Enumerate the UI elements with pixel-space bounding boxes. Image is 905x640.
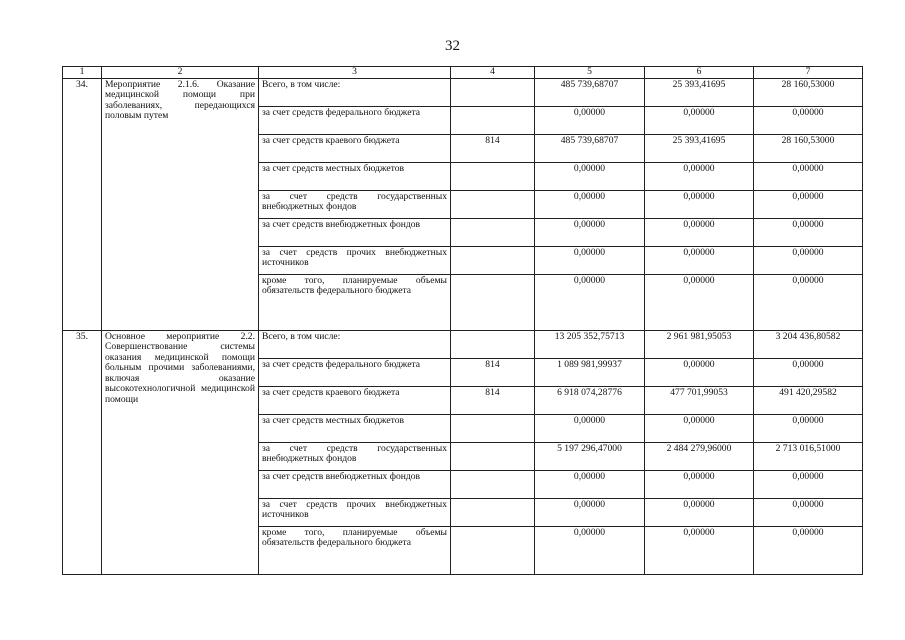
activity-name: Мероприятие 2.1.6. Оказание медицинской помощи при заболеваниях, передающихся половым путем <box>102 78 259 330</box>
col-header: 3 <box>259 67 451 79</box>
value-col6: 0,00000 <box>645 190 754 218</box>
funding-source: за счет средств внебюджетных фондов <box>259 470 451 498</box>
value-col5: 0,00000 <box>535 414 645 442</box>
value-col5: 0,00000 <box>535 218 645 246</box>
funding-source: за счет средств прочих внебюджетных источников <box>259 246 451 274</box>
budget-code <box>451 470 535 498</box>
funding-source: кроме того, планируемые объемы обязательств федерального бюджета <box>259 274 451 330</box>
budget-code <box>451 218 535 246</box>
value-col6: 0,00000 <box>645 218 754 246</box>
table-row <box>63 78 863 106</box>
value-col6: 477 701,99053 <box>645 386 754 414</box>
funding-source: за счет средств государственных внебюджетных фондов <box>259 442 451 470</box>
value-col7: 0,00000 <box>754 358 863 386</box>
value-col6: 0,00000 <box>645 470 754 498</box>
table-row <box>63 330 863 358</box>
funding-source: Всего, в том числе: <box>259 78 451 106</box>
col-header: 1 <box>63 67 102 79</box>
value-col6: 0,00000 <box>645 498 754 526</box>
funding-source: за счет средств федерального бюджета <box>259 358 451 386</box>
funding-source: за счет средств федерального бюджета <box>259 106 451 134</box>
value-col7: 0,00000 <box>754 498 863 526</box>
value-col5: 0,00000 <box>535 246 645 274</box>
value-col7: 0,00000 <box>754 470 863 498</box>
value-col6: 0,00000 <box>645 106 754 134</box>
header-row <box>63 67 863 79</box>
col-header: 2 <box>102 67 259 79</box>
value-col5: 0,00000 <box>535 106 645 134</box>
item-number: 35. <box>63 330 102 574</box>
value-col5: 0,00000 <box>535 274 645 330</box>
value-col7: 0,00000 <box>754 246 863 274</box>
budget-table <box>62 66 863 575</box>
budget-code <box>451 414 535 442</box>
budget-code <box>451 106 535 134</box>
value-col7: 0,00000 <box>754 106 863 134</box>
value-col6: 0,00000 <box>645 162 754 190</box>
value-col6: 0,00000 <box>645 246 754 274</box>
budget-code <box>451 498 535 526</box>
funding-source: кроме того, планируемые объемы обязательств федерального бюджета <box>259 526 451 574</box>
budget-code <box>451 274 535 330</box>
value-col7: 0,00000 <box>754 274 863 330</box>
value-col6: 2 961 981,95053 <box>645 330 754 358</box>
value-col6: 0,00000 <box>645 526 754 574</box>
value-col5: 13 205 352,75713 <box>535 330 645 358</box>
value-col5: 1 089 981,99937 <box>535 358 645 386</box>
budget-code <box>451 330 535 358</box>
col-header: 6 <box>645 67 754 79</box>
value-col6: 0,00000 <box>645 274 754 330</box>
budget-code: 814 <box>451 358 535 386</box>
value-col6: 0,00000 <box>645 358 754 386</box>
funding-source: за счет средств краевого бюджета <box>259 134 451 162</box>
funding-source: за счет средств внебюджетных фондов <box>259 218 451 246</box>
budget-code <box>451 526 535 574</box>
value-col5: 0,00000 <box>535 526 645 574</box>
value-col5: 0,00000 <box>535 470 645 498</box>
value-col6: 2 484 279,96000 <box>645 442 754 470</box>
value-col7: 28 160,53000 <box>754 78 863 106</box>
budget-code: 814 <box>451 386 535 414</box>
value-col7: 0,00000 <box>754 526 863 574</box>
funding-source: за счет средств местных бюджетов <box>259 162 451 190</box>
value-col7: 0,00000 <box>754 162 863 190</box>
page-number: 32 <box>445 38 460 54</box>
value-col5: 0,00000 <box>535 498 645 526</box>
col-header: 4 <box>451 67 535 79</box>
value-col5: 5 197 296,47000 <box>535 442 645 470</box>
value-col5: 485 739,68707 <box>535 78 645 106</box>
budget-code <box>451 78 535 106</box>
value-col5: 0,00000 <box>535 162 645 190</box>
value-col6: 0,00000 <box>645 414 754 442</box>
value-col5: 0,00000 <box>535 190 645 218</box>
value-col5: 6 918 074,28776 <box>535 386 645 414</box>
budget-code <box>451 442 535 470</box>
value-col5: 485 739,68707 <box>535 134 645 162</box>
budget-code <box>451 190 535 218</box>
value-col7: 2 713 016,51000 <box>754 442 863 470</box>
funding-source: за счет средств прочих внебюджетных источников <box>259 498 451 526</box>
funding-source: за счет средств краевого бюджета <box>259 386 451 414</box>
funding-source: за счет средств государственных внебюджетных фондов <box>259 190 451 218</box>
value-col7: 3 204 436,80582 <box>754 330 863 358</box>
budget-code: 814 <box>451 134 535 162</box>
col-header: 5 <box>535 67 645 79</box>
col-header: 7 <box>754 67 863 79</box>
value-col7: 28 160,53000 <box>754 134 863 162</box>
budget-code <box>451 246 535 274</box>
budget-code <box>451 162 535 190</box>
value-col7: 0,00000 <box>754 414 863 442</box>
funding-source: за счет средств местных бюджетов <box>259 414 451 442</box>
value-col6: 25 393,41695 <box>645 78 754 106</box>
funding-source: Всего, в том числе: <box>259 330 451 358</box>
value-col7: 0,00000 <box>754 218 863 246</box>
value-col7: 491 420,29582 <box>754 386 863 414</box>
value-col7: 0,00000 <box>754 190 863 218</box>
activity-name: Основное мероприятие 2.2. Совершенствование системы оказания медицинской помощи больным прочими заболеваниями, включая оказание высокотехнологичной медицинской помощи <box>102 330 259 574</box>
item-number: 34. <box>63 78 102 330</box>
value-col6: 25 393,41695 <box>645 134 754 162</box>
